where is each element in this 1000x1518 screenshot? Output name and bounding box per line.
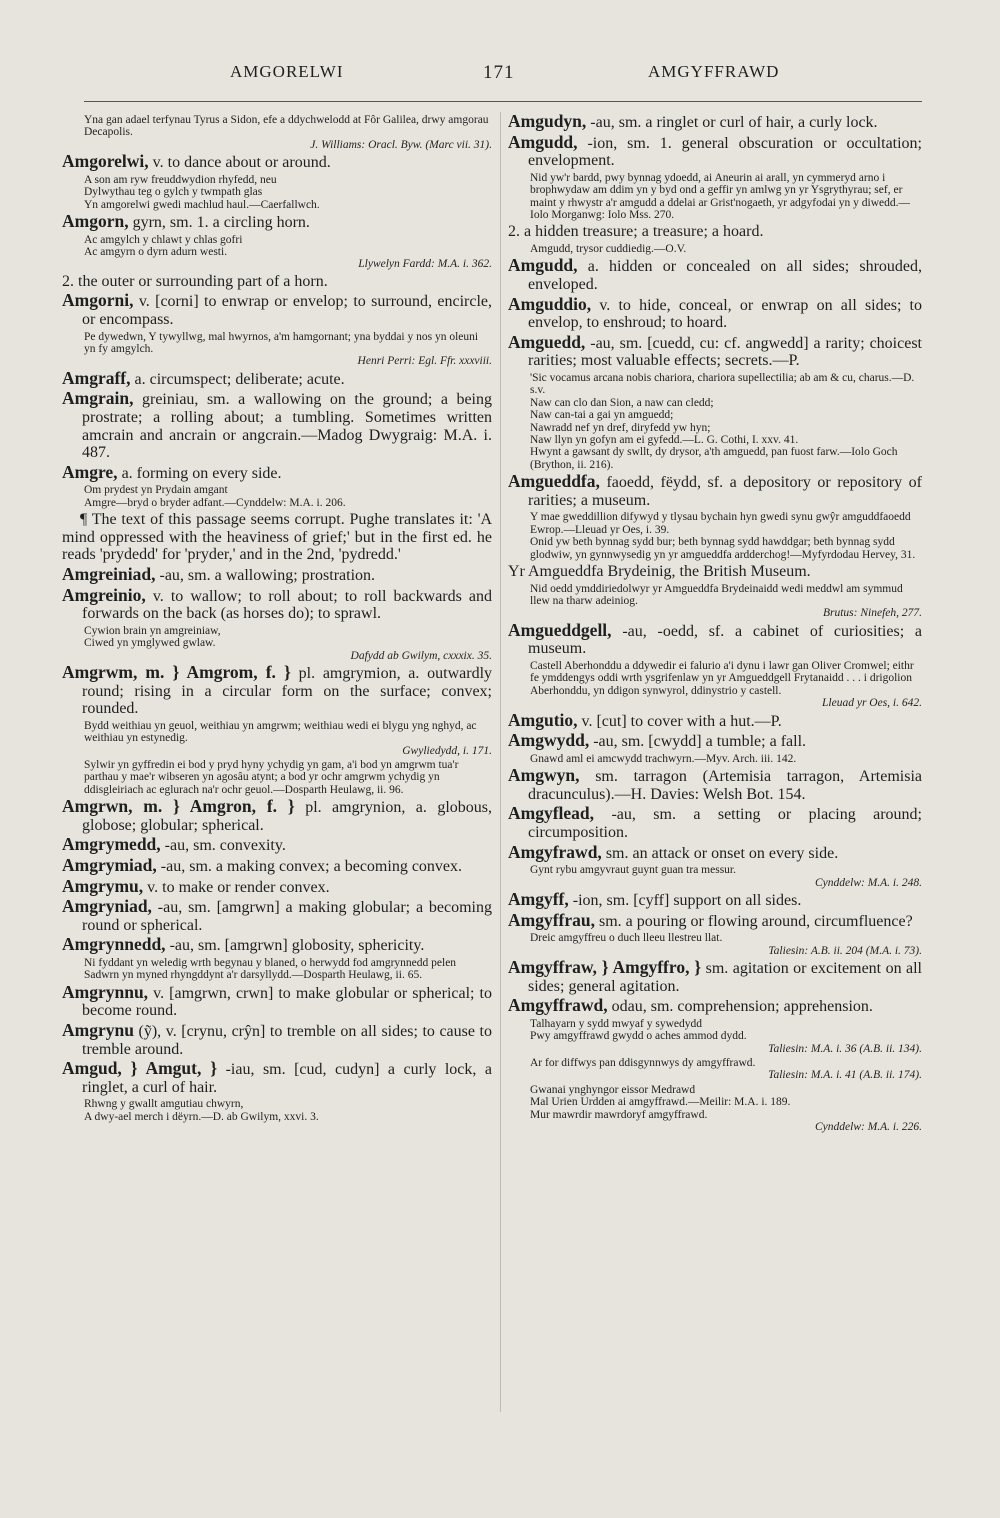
citation-quote [508,753,922,765]
quote-line: Naw can clo dan Sion, a naw can cledd; [530,396,714,409]
definition: faoedd, fëydd, sf. a depository or repository of rarities; a museum. [528,474,923,509]
definition: -ion, sm. 1. general obscuration or occultation; envelopment. [528,134,923,170]
citation-quote [62,957,492,982]
citation-quote [508,1057,922,1082]
page-number: 171 [483,62,515,83]
dictionary-entry [62,367,492,389]
definition: -au, sm. a setting or placing around; circumposition. [528,806,922,842]
definition: sm. agitation or excitement on all sides; general agitation. [528,960,923,995]
definition: -ion, sm. [cyff] support on all sides. [572,892,802,910]
quote-line: Gnawd aml ei amcwydd trachwyrn.—Myv. Arch. iii. 142. [530,752,797,765]
headword: Amgorn, [62,211,129,232]
dictionary-entry [508,841,922,863]
definition: a. hidden or concealed on all sides; shrouded, enveloped. [528,258,923,293]
left-column [62,113,492,1125]
headword: Amgryniad, [62,896,152,917]
dictionary-entry [62,898,492,934]
definition: v. [cut] to cover with a hut.—P. [581,712,782,730]
dictionary-entry [62,1019,492,1058]
citation-quote [62,331,492,368]
definition: v. to hide, conceal, or enwrap on all sides; to envelop, to enshroud; to hoard. [528,296,923,332]
citation-quote [62,720,492,757]
quote-line: Dreic amgyffreu o duch lleeu llestreu llat. [530,932,723,945]
citation-quote [508,932,922,957]
headword: Amgrymiad, [62,855,157,875]
headword: Amgyflead, [508,803,595,824]
dictionary-entry [62,153,492,172]
quote-line: Cywion brain yn amgreiniaw, [84,624,221,637]
running-header [80,62,920,92]
citation-quote [62,759,492,796]
citation-quote [508,1084,922,1134]
quote-line: 'Sic vocamus arcana nobis chariora, chariora supellectilia; ab am & cu, charus.—D. s.v. [530,371,915,397]
headword: Amgraff, [62,367,131,388]
quote-line: Naw can-tai a gai yn amguedd; [530,409,674,422]
dictionary-entry [62,1060,492,1096]
headword: Amgrymu, [62,875,144,896]
headword: Amgrynu [62,1019,134,1040]
quote-line: Ciwed yn ymglywed gwlaw. [84,637,216,650]
quote-line: Nid yw'r bardd, pwy bynnag ydoedd, ai Aneurin ai arall, yn cymmeryd arno i brophwydaw am ddim yn y byd ond a geffir yn amlwg yn yr Ysgrythyrau; sef, er maint y rhwystr a'r amgudd a ddelai ar Grist'nogaeth, yr adgyfodai yn y diwedd.—Iolo Morganwg: Iolo Mss. 270. [530,171,911,221]
header-right-guideword: AMGYFFRAWD [648,62,780,81]
definition: greiniau, sm. a wallowing on the ground; a being prostrate; a rolling about; a tumbling. Sometimes written amcrain and ancrain or angcrain.—Madog Dwygraig: M.A. i. 487. [82,391,493,462]
definition: -au, -oedd, sf. a cabinet of curiosities; a museum. [528,622,922,658]
headword: Amgud, } Amgut, } [62,1058,218,1079]
definition: -au, sm. a ringlet or curl of hair, a curly lock. [590,114,878,131]
dictionary-entry [508,331,923,370]
headword: Amguedd, [508,331,586,352]
headword: Amgreiniad, [62,564,156,584]
dictionary-entry [62,857,492,876]
quote-line: Nid oedd ymddiriedolwyr yr Amgueddfa Brydeinaidd wedi meddwl am symmud llew na tharw adeiniog. [530,582,903,608]
citation-quote [508,864,922,889]
quote-line: Ac amgyrn o dyrn adurn westi. [84,246,228,259]
citation-quote [62,484,492,509]
quote-line: Nawradd nef yn dref, diryfedd yw hyn; [530,421,711,434]
headword: Amgrain, [62,388,134,409]
quote-line: Ar for diffwys pan ddisgynnwys dy amgyffrawd. [530,1057,756,1070]
headword: Amgyfrawd, [508,841,602,862]
headword: Amgrwm, m. } Amgrom, f. } [62,662,291,682]
quote-line: Yn amgorelwi gwedi machlud haul.—Caerfallwch. [84,198,320,211]
quote-source: Taliesin: M.A. i. 36 (A.B. ii. 134). [768,1042,922,1055]
definition: -au, sm. [amgrwn] globosity, sphericity. [169,937,425,955]
dictionary-entry [508,997,922,1016]
quote-line: Y mae gweddillion difywyd y tlysau bychain hyn gwedi synu gwŷr amguddfaoedd Ewrop.—Lleuad yr Oes, i. 39. [530,511,911,536]
quote-line: Mur mawrdir mawrdoryf amgyffrawd. [530,1108,708,1121]
definition: -iau, sm. [cud, cudyn] a curly lock, a ringlet, a curl of hair. [82,1061,492,1096]
citation-quote [508,1018,922,1055]
definition: pl. amgrynion, a. globous, globose; globular; spherical. [82,799,493,834]
quote-line: Onid yw beth bynnag sydd bur; beth bynnag sydd hawddgar; beth bynnag sydd glodwiw, yn gynnwysedig yn yr amgueddfa ardderchog!—Myfyrdodau Hervey, 31. [530,536,916,561]
dictionary-entry [62,390,492,461]
quote-source: Lleuad yr Oes, i. 642. [822,697,922,710]
dictionary-entry [508,891,922,910]
headword: Amgorelwi, [62,151,149,172]
headword: Amgre, [62,461,118,482]
definition: v. to wallow; to roll about; to roll backwards and forwards on the back (as horses do); to sprawl. [82,587,492,623]
dictionary-entry [62,981,492,1020]
quote-line: Pe dywedwn, Y tywyllwg, mal hwyrnos, a'm hamgornant; yna byddai y nos yn oleuni yn fy amgylch. [84,330,479,356]
citation-quote [508,511,922,561]
quote-line: Gynt rybu amgyvraut guynt guan tra messur. [530,864,737,877]
definition: v. to make or render convex. [147,878,330,896]
citation-quote [62,234,492,271]
dictionary-entry [62,875,492,897]
quote-source: J. Williams: Oracl. Byw. (Marc vii. 31). [310,138,492,151]
headword: Amgueddfa, [508,471,600,492]
quote-line: Bydd weithiau yn geuol, weithiau yn amgrwm; weithiau wedi ei blygu yng nghyd, ac weithiau yn estynedig. [84,719,477,745]
definition: -au, sm. [cwydd] a tumble; a fall. [593,733,807,751]
dictionary-entry [62,273,492,291]
definition: v. [amgrwn, crwn] to make globular or spherical; to become round. [82,984,492,1020]
right-column [508,113,922,1135]
quote-line: Amgudd, trysor cuddiedig.—O.V. [530,243,687,255]
dictionary-entry [508,293,923,332]
quote-line: Talhayarn y sydd mwyaf y sywedydd [530,1017,702,1030]
dictionary-entry [508,805,922,841]
definition: sm. an attack or onset on every side. [605,844,839,862]
headword: Amgrymedd, [62,834,161,855]
dictionary-entry [62,836,492,855]
quote-line: Ni fyddant yn weledig wrth begynau y blaned, o herwydd fod amgrynnedd pelen Sadwrn yn myned rhyngddynt a'r darsyllydd.—Dosparth Heulawg, ii. 65. [84,956,457,982]
dictionary-entry [508,113,922,132]
dictionary-entry [508,473,922,509]
quote-line: Om prydest yn Prydain amgant [84,484,228,497]
definition: -au, sm. [amgrwn] a making globular; a becoming round or spherical. [82,899,492,934]
quote-line: Naw llyn yn gofyn am ei gyfedd.—L. G. Cothi, I. xxv. 41. [530,434,799,446]
definition: pl. amgrymion, a. outwardly round; rising in a circular form on the surface; convex; rounded. [82,665,493,718]
headword: Amgudyn, [508,111,587,131]
citation-quote [508,583,922,620]
headword: Amgyffraw, } Amgyffro, } [508,957,702,978]
header-left-guideword: AMGORELWI [230,62,344,81]
quote-source: Llywelyn Fardd: M.A. i. 362. [358,258,492,271]
quote-source: Taliesin: M.A. i. 41 (A.B. ii. 174). [768,1069,922,1082]
dictionary-entry [508,732,922,751]
quote-line: Dylwythau teg o gylch y twmpath glas [84,186,263,199]
dictionary-entry [508,131,923,170]
quote-line: A dwy-ael merch i dëyrn.—D. ab Gwilym, xxvi. 3. [84,1110,319,1123]
citation-quote [508,372,922,471]
quote-source: Henri Perri: Egl. Ffr. xxxviii. [357,355,492,368]
headword: Amgudd, [508,131,578,152]
headword: Amgudd, [508,255,578,276]
dictionary-entry [508,619,922,658]
quote-line: Amgre—bryd o bryder adfant.—Cynddelw: M.A. i. 206. [84,496,346,509]
citation-quote [508,172,922,222]
dictionary-entry [62,292,492,328]
quote-line: Rhwng y gwallt amgutiau chwyrn, [84,1098,244,1111]
dictionary-entry [62,664,492,718]
dictionary-entry [62,213,492,232]
quote-line: A son am ryw freuddwydion rhyfedd, neu [84,173,277,186]
citation-quote [508,660,922,710]
headword: Amgwydd, [508,730,590,751]
definition: (ỹ), v. [crynu, crŷn] to tremble on all sides; to cause to tremble around. [82,1022,492,1058]
quote-line: Hwynt a gawsant dy swllt, dy drysor, a'th amguedd, pan fuost farw.—Iolo Goch (Brython, ii. 216). [530,446,898,471]
quote-line: Pwy amgyffrawd gwydd o aches ammod dydd. [530,1030,747,1043]
headword: Amgorni, [62,290,134,311]
headword: Amgyffrawd, [508,995,608,1016]
quote-line: Mal Urien Urdden ai amgyffrawd.—Meilir: M.A. i. 189. [530,1096,791,1109]
dictionary-entry [62,936,492,955]
definition: -au, sm. convexity. [164,837,286,855]
headword: Amgyff, [508,889,569,910]
headword: Amgwyn, [508,765,580,786]
headword: Amgrynnu, [62,981,149,1002]
dictionary-entry [62,798,492,834]
dictionary-entry [508,709,922,731]
header-rule [84,101,922,102]
quote-source: Cynddelw: M.A. i. 226. [815,1121,922,1134]
definition: a. forming on every side. [121,464,282,482]
headword: Amgrynnedd, [62,934,166,955]
definition: gyrn, sm. 1. a circling horn. [132,214,310,232]
editorial-note: ¶ The text of this passage seems corrupt. Pughe translates it: 'A mind oppressed with the heaviness of grief;' but in the first ed. he reads 'prydedd' for 'pryder,' and in the 2nd, 'pydredd.' [62,511,492,564]
column-divider [500,112,501,1412]
headword: Amguddio, [508,293,592,314]
headword: Amgyffrau, [508,909,595,930]
quote-line: Sylwir yn gyffredin ei bod y pryd hyny ychydig yn gam, a'i bod yn amgrwm tua'r parthau y mae'r wibseren yn agosâu atynt; a bod yr ochr amgrwm ychydig yn ddisgleiriach ac eglurach na'r ochr geuol.—Dosparth Heulawg, ii. 96. [84,759,459,796]
definition: sm. a pouring or flowing around, circumfluence? [599,912,913,930]
dictionary-entry [62,461,492,483]
headword: Amgutio, [508,709,578,730]
citation-quote [508,243,922,255]
dictionary-entry [508,959,922,995]
dictionary-entry [62,584,492,623]
citation-quote [62,625,492,662]
quote-source: Cynddelw: M.A. i. 248. [815,876,922,889]
dictionary-entry [508,563,922,581]
definition: a. circumspect; deliberate; acute. [134,370,345,388]
headword: Amgueddgell, [508,619,612,640]
dictionary-entry [62,566,492,585]
definition: -au, sm. a wallowing; prostration. [159,567,376,584]
quote-source: Gwyliedydd, i. 171. [402,744,492,757]
definition: v. to dance about or around. [152,154,331,172]
quote-line: Castell Aberhonddu a ddywedir ei falurio a'i dynu i lawr gan Oliver Cromwel; eithr fe ymddengys oddi wrth ysgrifenlaw yn yr Amgueddgell Frytanaidd . . . i drigolion Aberhonddu, yn ddigon synwyrol, ddinystrio y castell. [530,660,914,697]
definition: -au, sm. [cuedd, cu: cf. angwedd] a rarity; choicest rarities; most valuable effects; secrets.—P. [528,334,923,370]
quote-source: Brutus: Ninefeh, 277. [822,607,922,620]
dictionary-entry [508,909,922,931]
quote-source: Taliesin: A.B. ii. 204 (M.A. i. 73). [768,944,922,957]
dictionary-entry [508,223,922,241]
definition: Yr Amgueddfa Brydeinig, the British Museum. [508,563,811,581]
definition: 2. a hidden treasure; a treasure; a hoard. [508,223,764,241]
headword: Amgrwn, m. } Amgron, f. } [62,796,295,817]
quote-source: Dafydd ab Gwilym, cxxxix. 35. [350,649,492,662]
quote-line: Ac amgylch y chlawt y chlas gofri [84,233,243,246]
citation-quote [62,114,492,151]
definition: sm. tarragon (Artemisia tarragon, Artemisia dracunculus).—H. Davies: Welsh Bot. 154. [528,768,923,803]
definition: -au, sm. a making convex; a becoming convex. [160,858,463,875]
definition: 2. the outer or surrounding part of a horn. [62,272,328,290]
definition: v. [corni] to enwrap or envelop; to surround, encircle, or encompass. [82,293,493,329]
quote-line: Gwanai ynghyngor eissor Medrawd [530,1083,696,1096]
headword: Amgreinio, [62,584,146,605]
citation-quote [62,1098,492,1123]
dictionary-entry [508,257,922,293]
citation-quote [62,174,492,211]
definition: odau, sm. comprehension; apprehension. [611,998,873,1016]
quote-line: Yna gan adael terfynau Tyrus a Sidon, efe a ddychwelodd at Fôr Galilea, drwy amgorau Decapolis. [84,114,489,139]
dictionary-entry [508,767,922,803]
